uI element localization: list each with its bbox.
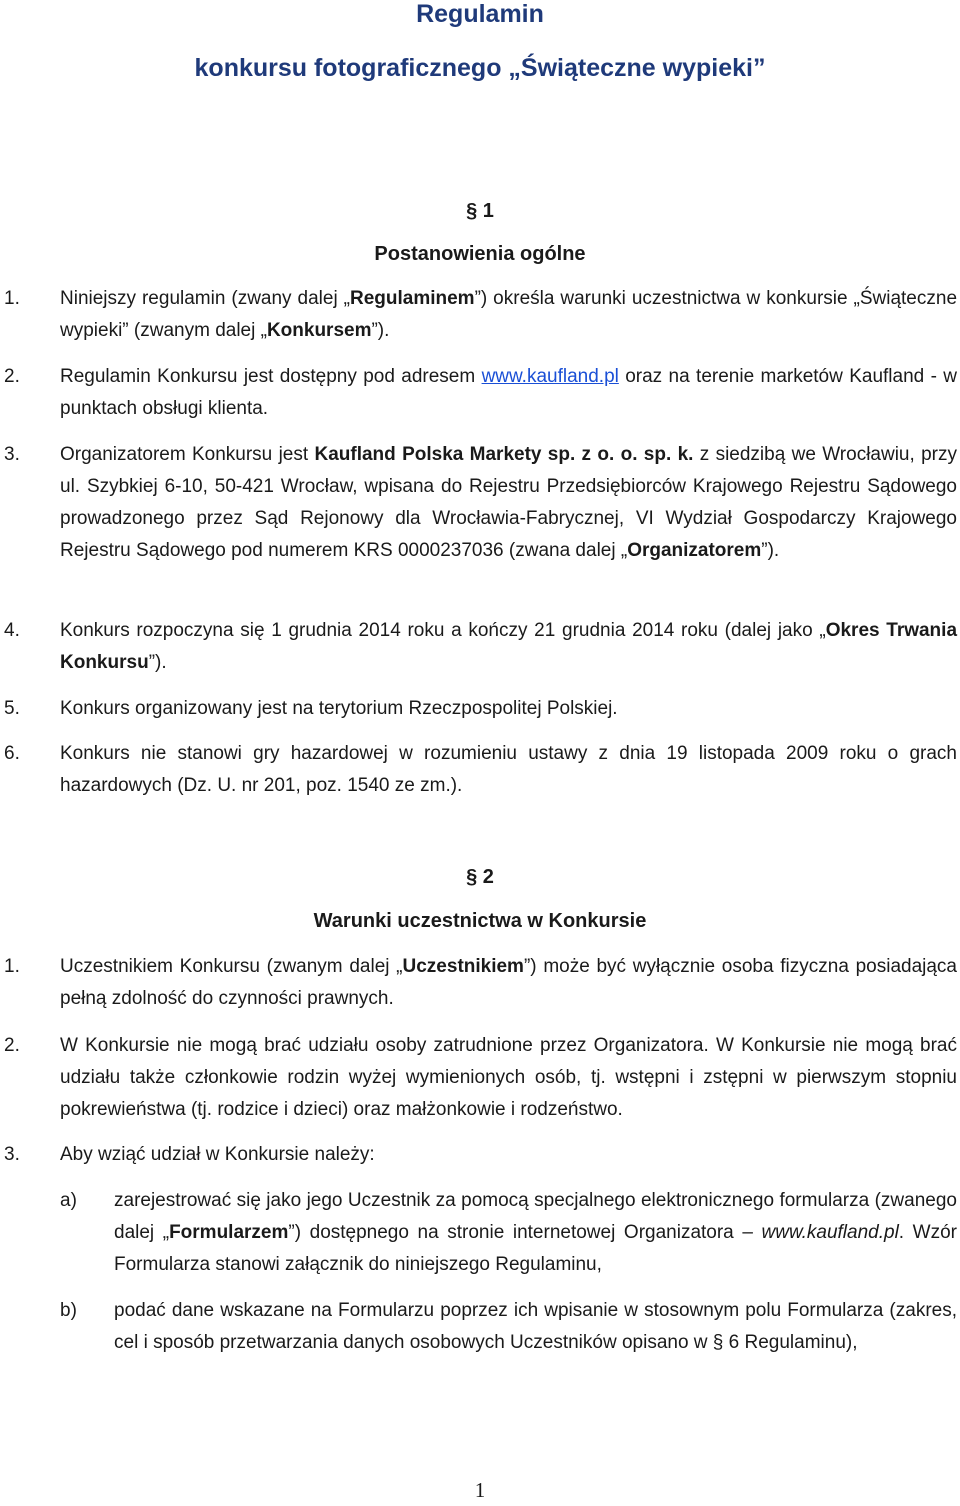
document-title: Regulamin (416, 0, 544, 28)
section-2-number: § 2 (466, 866, 494, 888)
kaufland-link[interactable]: www.kaufland.pl (481, 366, 619, 387)
section-1-title: Postanowienia ogólne (374, 243, 586, 265)
item-text: Uczestnikiem Konkursu (zwanym dalej „Uczestnikiem”) może być wyłącznie osoba fizyczna posiadająca pełną zdolność do czynności prawnych. (60, 956, 958, 1009)
subitem-letter: b) (60, 1300, 77, 1321)
item-number: 1. (4, 288, 20, 309)
subitem-text: podać dane wskazane na Formularzu poprzez ich wpisanie w stosownym polu Formularza (zakres, cel i sposób przetwarzania danych osobowych Uczestników opisano w § 6 Regulaminu), (114, 1300, 957, 1353)
document-subtitle: konkursu fotograficznego „Świąteczne wypieki” (194, 54, 766, 82)
item-text: Organizatorem Konkursu jest Kaufland Polska Markety sp. z o. o. sp. k. z siedzibą we Wrocławiu, przy ul. Szybkiej 6-10, 50-421 Wrocław, wpisana do Rejestru Przedsiębiorców Krajowego Rejestru Sądowego prowadzonego przez Sąd Rejonowy dla Wrocławia-Fabrycznej, VI Wydział Gospodarczy Krajowego Rejestru Sądowego pod numerem KRS 0000237036 (zwana dalej „Organizatorem”). (60, 444, 957, 561)
item-text: Konkurs rozpoczyna się 1 grudnia 2014 roku a kończy 21 grudnia 2014 roku (dalej jako „Okres Trwania Konkursu”). (60, 620, 958, 673)
subitem-text: zarejestrować się jako jego Uczestnik za pomocą specjalnego elektronicznego formularza (zwanego dalej „Formularzem”) dostępnego na stronie internetowej Organizatora – www.kaufland.pl. Wzór Formularza stanowi załącznik do niniejszego Regulaminu, (114, 1190, 957, 1275)
page-number: 1 (474, 1478, 486, 1502)
item-text: Niniejszy regulamin (zwany dalej „Regulaminem”) określa warunki uczestnictwa w konkursie „Świąteczne wypieki” (zwanym dalej „Konkursem”). (60, 288, 958, 341)
section-2-title: Warunki uczestnictwa w Konkursie (313, 910, 647, 932)
item-text: W Konkursie nie mogą brać udziału osoby zatrudnione przez Organizatora. W Konkursie nie mogą brać udziału także członkowie rodzin wyżej wymienionych osób, tj. wstępni i zstępni w pierwszym stopniu pokrewieństwa (tj. rodzice i dzieci) oraz małżonkowie i rodzeństwo. (60, 1035, 957, 1120)
item-number: 3. (4, 444, 20, 465)
section-1-number: § 1 (466, 200, 494, 222)
item-text: Konkurs nie stanowi gry hazardowej w rozumieniu ustawy z dnia 19 listopada 2009 roku o grach hazardowych (Dz. U. nr 201, poz. 1540 ze zm.). (60, 743, 957, 796)
item-number: 3. (4, 1144, 20, 1165)
item-text: Regulamin Konkursu jest dostępny pod adresem www.kaufland.pl oraz na terenie marketów Kaufland - w punktach obsługi klienta. (60, 366, 957, 419)
item-number: 2. (4, 1035, 20, 1056)
item-text: Konkurs organizowany jest na terytorium Rzeczpospolitej Polskiej. (60, 698, 618, 719)
item-number: 1. (4, 956, 20, 977)
item-number: 5. (4, 698, 20, 719)
item-number: 2. (4, 366, 20, 387)
item-text: Aby wziąć udział w Konkursie należy: (60, 1144, 375, 1165)
item-number: 4. (4, 620, 20, 641)
item-number: 6. (4, 743, 20, 764)
subitem-letter: a) (60, 1190, 77, 1211)
